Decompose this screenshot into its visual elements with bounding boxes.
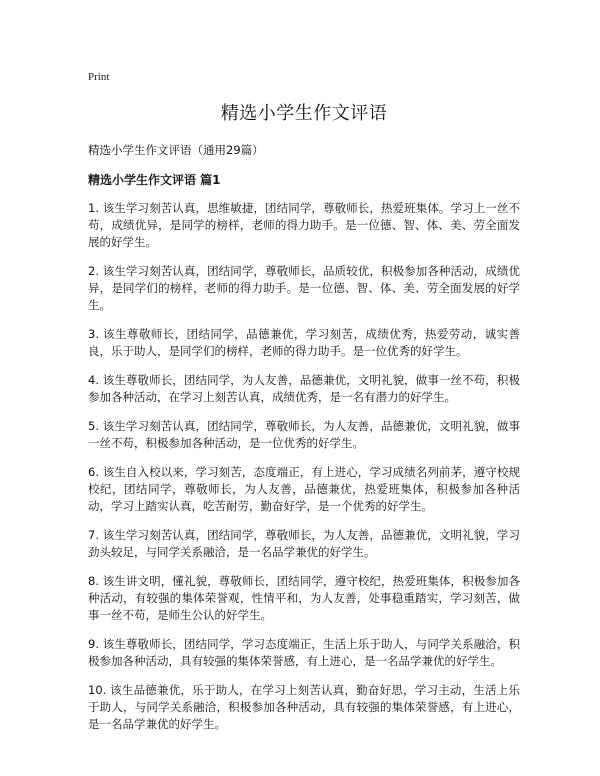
comment-paragraph: 8. 该生讲文明，懂礼貌，尊敬师长，团结同学，遵守校纪，热爱班集体，积极参加各种活动，有较强的集体荣誉观，性情平和，为人友善，处事稳重踏实，学习刻苦，做事一丝不苟，是师生公认的好学生。 bbox=[88, 574, 520, 622]
section-heading: 精选小学生作文评语 篇1 bbox=[88, 173, 221, 187]
comment-paragraph: 1. 该生学习刻苦认真，思维敏捷，团结同学，尊敬师长，热爱班集体。学习上一丝不苟，成绩优异，是同学的榜样，老师的得力助手。是一位德、智、体、美、劳全面发展的好学生。 bbox=[88, 201, 520, 249]
document-subtitle: 精选小学生作文评语（通用29篇） bbox=[88, 143, 264, 157]
comment-paragraph: 10. 该生品德兼优，乐于助人，在学习上刻苦认真，勤奋好思，学习主动，生活上乐于助人，与同学关系融洽，积极参加各种活动，具有较强的集体荣誉感，有上进心，是一名品学兼优的好学生。 bbox=[88, 683, 520, 731]
comment-paragraph: 2. 该生学习刻苦认真，团结同学，尊敬师长，品质较优，积极参加各种活动，成绩优异，是同学们的榜样，老师的得力助手。是一位德、智、体、美、劳全面发展的好学生。 bbox=[88, 264, 520, 312]
comment-paragraph: 9. 该生尊敬师长，团结同学，学习态度端正，生活上乐于助人，与同学关系融洽，积极参加各种活动，具有较强的集体荣誉感，有上进心，是一名品学兼优的好学生。 bbox=[88, 637, 520, 668]
comment-paragraph: 6. 该生自入校以来，学习刻苦，态度端正，有上进心，学习成绩名列前茅，遵守校规校纪，团结同学，尊敬师长，为人友善，品德兼优，热爱班集体，积极参加各种活动，学习上踏实认真，吃苦耐劳，勤奋好学，是一个优秀的好学生。 bbox=[88, 465, 520, 513]
comment-list bbox=[88, 200, 520, 733]
comment-paragraph: 3. 该生尊敬师长，团结同学，品德兼优，学习刻苦，成绩优秀，热爱劳动，诚实善良，乐于助人，是同学们的榜样，老师的得力助手。是一位优秀的好学生。 bbox=[88, 327, 520, 358]
comment-paragraph: 5. 该生学习刻苦认真，团结同学，尊敬师长，为人友善，品德兼优，文明礼貌，做事一丝不苟，积极参加各种活动，是一位优秀的好学生。 bbox=[88, 419, 520, 450]
print-link[interactable]: Print bbox=[88, 71, 110, 83]
comment-paragraph: 4. 该生尊敬师长，团结同学，为人友善，品德兼优，文明礼貌，做事一丝不苟，积极参加各种活动，在学习上刻苦认真，成绩优秀，是一名有潜力的好学生。 bbox=[88, 373, 520, 404]
comment-paragraph: 7. 该生学习刻苦认真，团结同学，尊敬师长，为人友善，品德兼优，文明礼貌，学习劲头较足，与同学关系融洽，是一名品学兼优的好学生。 bbox=[88, 528, 520, 559]
document-title: 精选小学生作文评语 bbox=[220, 103, 388, 124]
